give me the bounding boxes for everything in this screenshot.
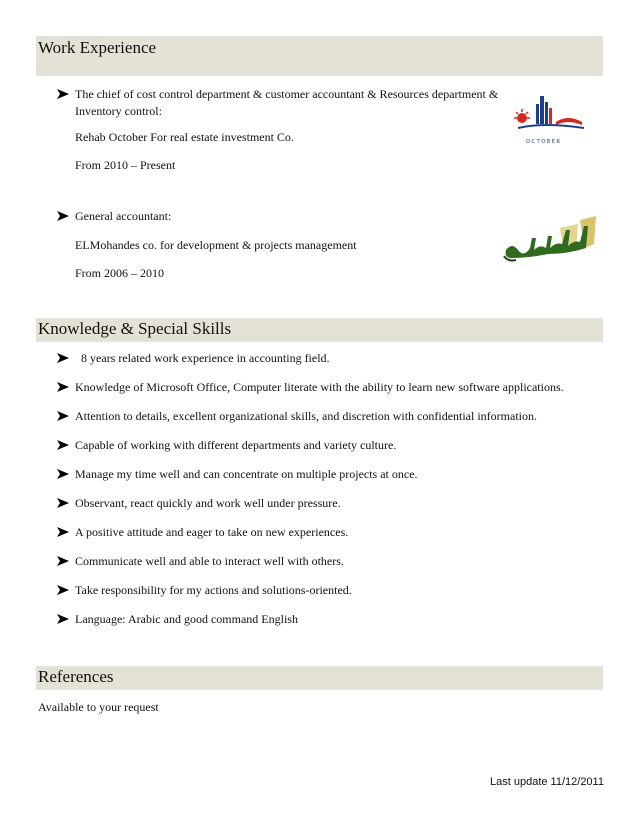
arrow-bullet-icon (57, 498, 69, 508)
work-experience-title: Work Experience (38, 38, 157, 57)
references-header (36, 666, 603, 690)
skill-item: Communicate well and able to interact well with others. (75, 554, 344, 568)
skill-item: Attention to details, excellent organizational skills, and discretion with confidential information. (75, 409, 537, 423)
arrow-bullet-icon (57, 469, 69, 479)
skill-item: 8 years related work experience in accounting field. (81, 351, 330, 365)
job-2-role: General accountant: (75, 209, 172, 223)
job-1-company: Rehab October For real estate investment Co. (75, 130, 294, 144)
arrow-bullet-icon (57, 440, 69, 450)
rehab-october-logo (498, 92, 588, 148)
references-title: References (38, 667, 114, 686)
skill-item: A positive attitude and eager to take on new experiences. (75, 525, 349, 539)
skill-item: Manage my time well and can concentrate on multiple projects at once. (75, 467, 418, 481)
arrow-bullet-icon (57, 211, 69, 221)
skill-item: Knowledge of Microsoft Office, Computer literate with the ability to learn new software applications. (75, 380, 564, 394)
elmohandes-logo (498, 214, 602, 266)
skills-title: Knowledge & Special Skills (38, 319, 232, 338)
arrow-bullet-icon (57, 89, 69, 99)
job-1-period: From 2010 – Present (75, 158, 176, 172)
arrow-bullet-icon (57, 411, 69, 421)
skill-item: Take responsibility for my actions and solutions-oriented. (75, 583, 352, 597)
arrow-bullet-icon (57, 353, 69, 363)
arrow-bullet-icon (57, 614, 69, 624)
job-1-role-line1: The chief of cost control department & customer accountant & Resources department & (75, 87, 499, 101)
arrow-bullet-icon (57, 527, 69, 537)
job-2-company: ELMohandes co. for development & projects management (75, 238, 357, 252)
last-update: Last update 11/12/2011 (490, 776, 604, 788)
arrow-bullet-icon (57, 556, 69, 566)
skills-header (36, 318, 603, 342)
arrow-bullet-icon (57, 585, 69, 595)
logo-october-text: O C T O B E R (525, 139, 561, 145)
job-1-role-line2: Inventory control: (75, 104, 162, 118)
skill-item: Capable of working with different departments and variety culture. (75, 438, 397, 452)
skill-item: Observant, react quickly and work well under pressure. (75, 496, 341, 510)
job-2-period: From 2006 – 2010 (75, 266, 165, 280)
arrow-bullet-icon (57, 382, 69, 392)
skill-item: Language: Arabic and good command English (75, 612, 298, 626)
references-text: Available to your request (38, 700, 159, 714)
work-experience-header (36, 36, 603, 76)
